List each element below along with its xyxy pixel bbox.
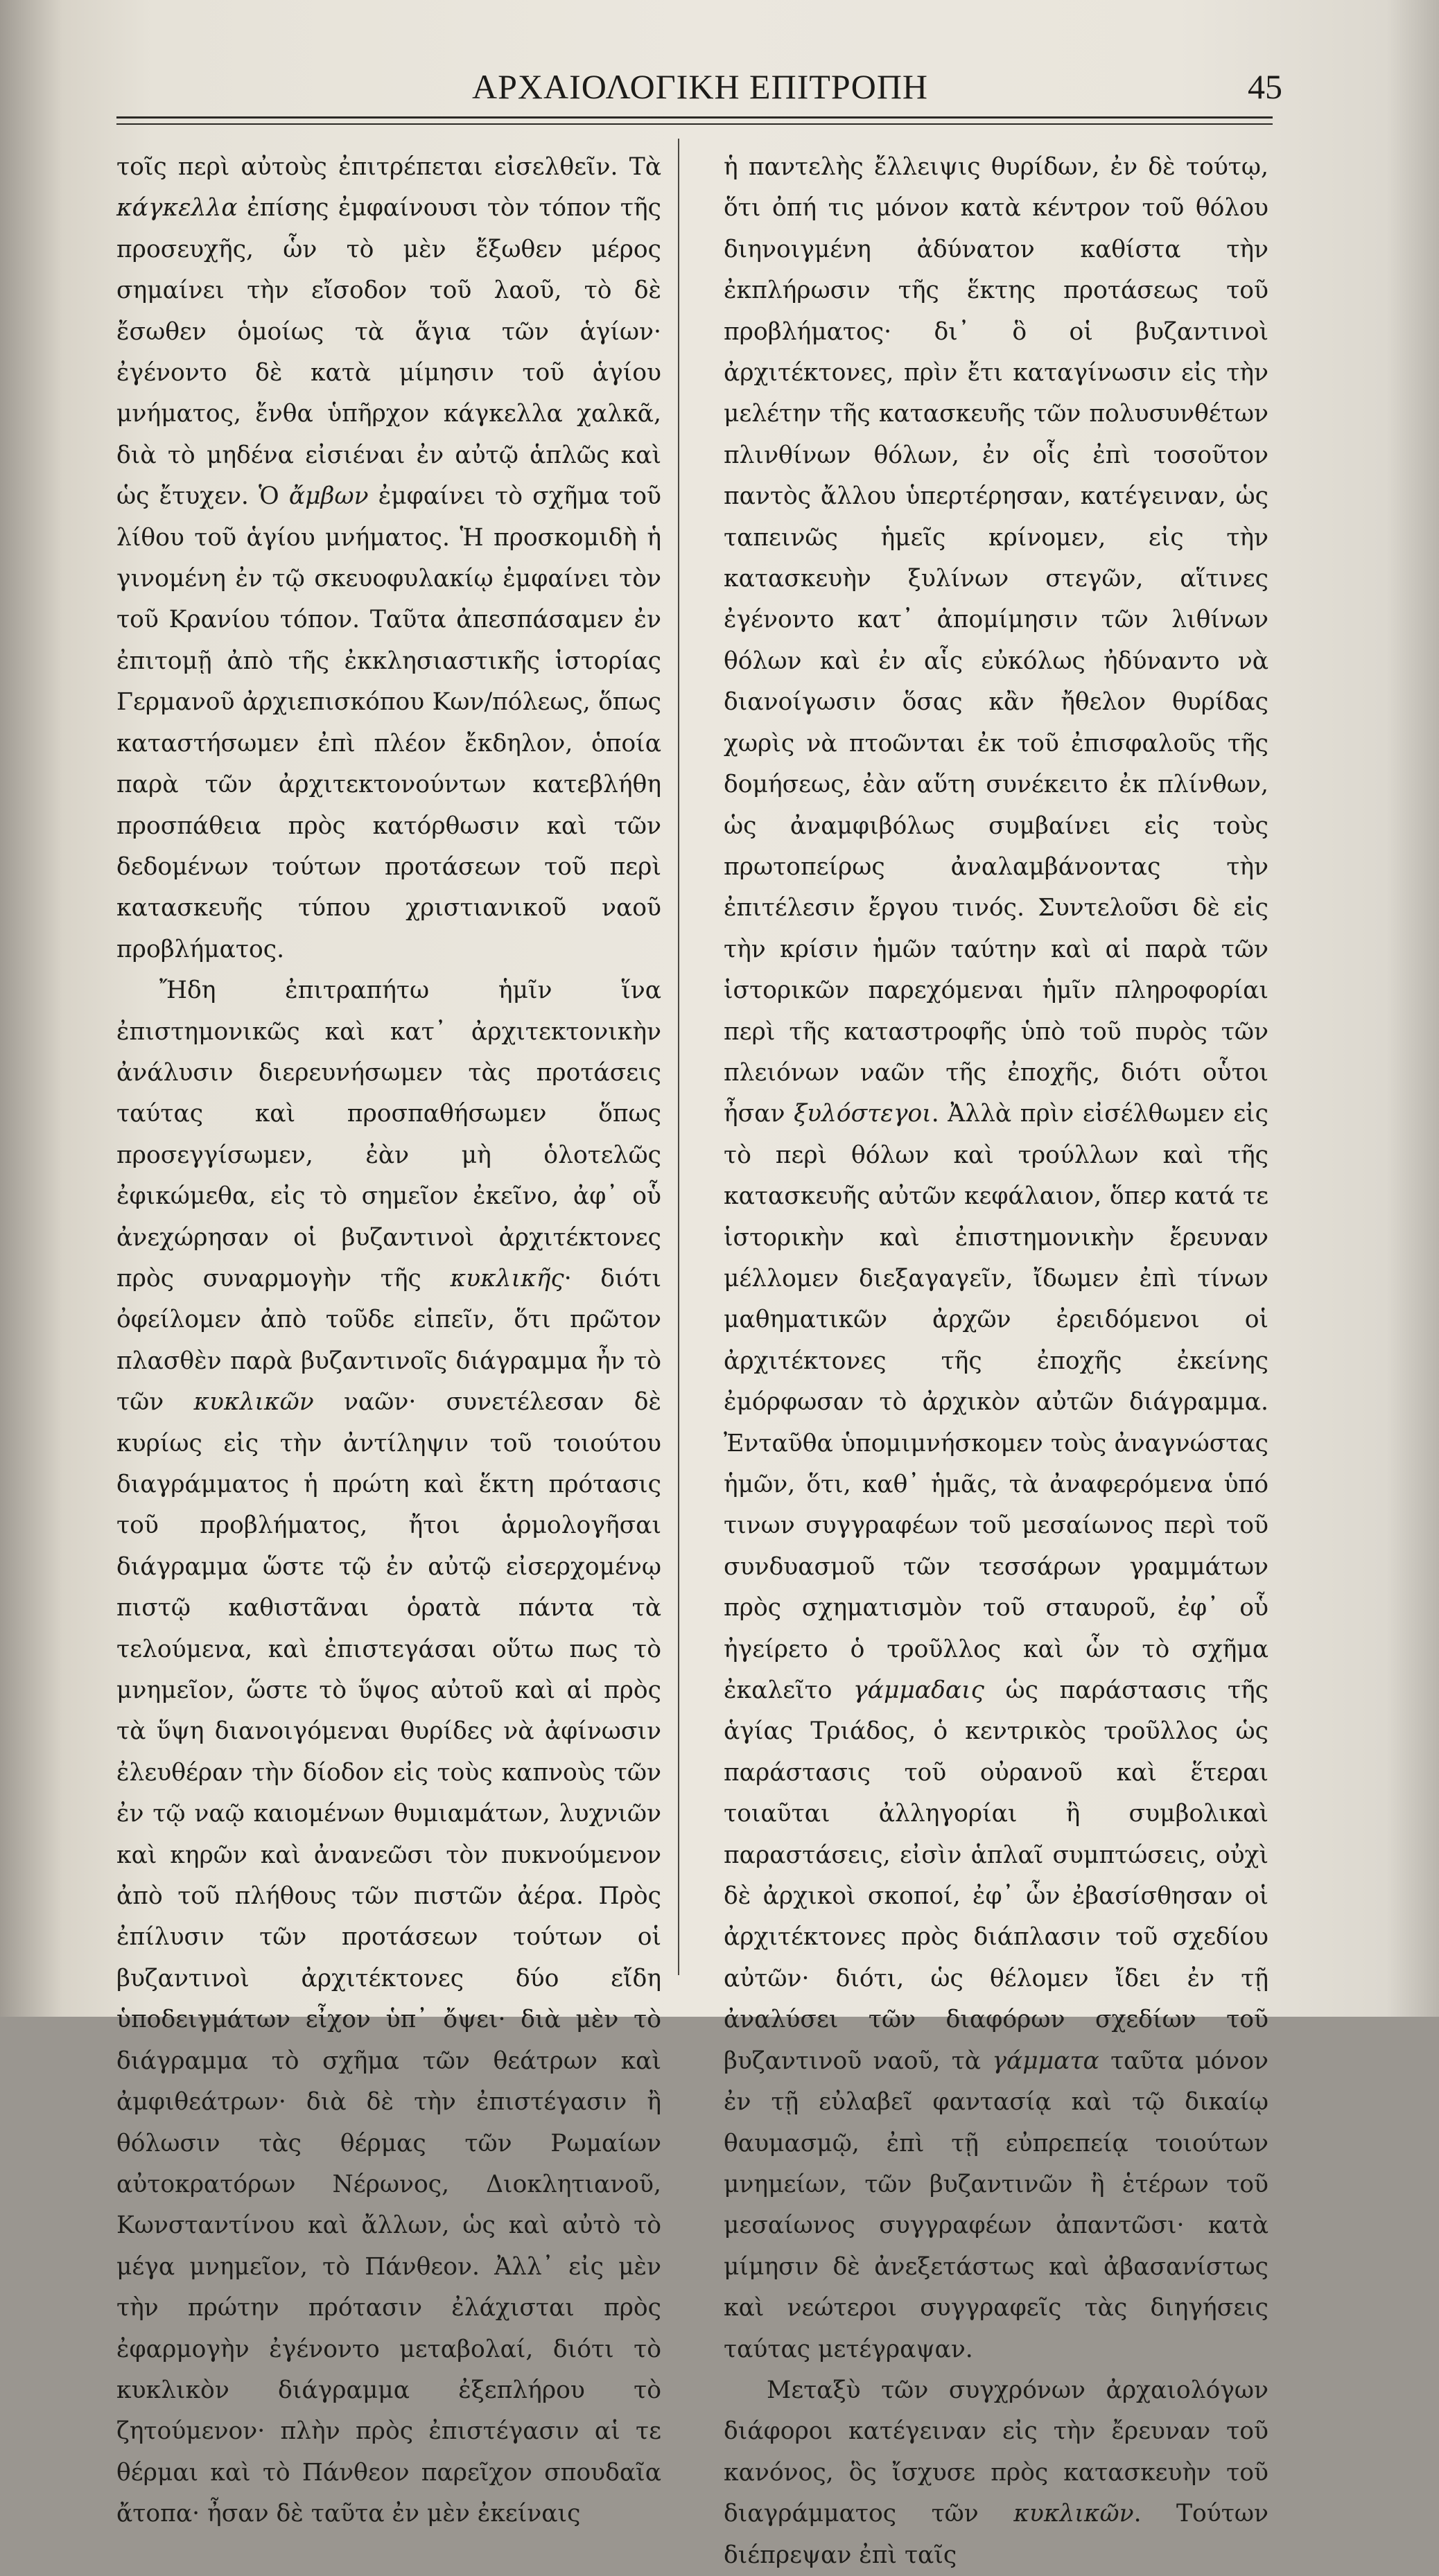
text-run: ταῦτα μόνον ἐν τῇ εὐλαβεῖ φαντασίᾳ καὶ τῷ δικαίῳ θαυμασμῷ, ἐπὶ τῇ εὐπρεπείᾳ τοιούτων μνημείων, τῶν βυζαντινῶν ἢ ἑτέρων τοῦ μεσαίωνος συγγραφέων ἀπαντῶσι· κατὰ μίμησιν δὲ ἀνεξετάστως καὶ ἀβασανίστως καὶ νεώτεροι συγγραφεῖς τὰς διηγήσεις ταύτας μετέγραψαν. [724, 2047, 1268, 2363]
header-rule-bottom [116, 123, 1273, 125]
italic-term: κυκλικῆς [450, 1264, 564, 1293]
right-paragraph-1 [724, 147, 1268, 2370]
text-run: . Ἀλλὰ πρὶν εἰσέλθωμεν εἰς τὸ περὶ θόλων καὶ τρούλλων καὶ τῆς κατασκευῆς αὐτῶν κεφάλαιον, ὅπερ κατά τε ἱστορικὴν καὶ ἐπιστημονικὴν ἔρευναν μέλλομεν διεξαγαγεῖν, ἴδωμεν ἐπὶ τίνων μαθηματικῶν ἀρχῶν ἐρειδόμενοι οἱ ἀρχιτέκτονες τῆς ἐποχῆς ἐκείνης ἐμόρφωσαν τὸ ἀρχικὸν αὐτῶν διάγραμμα. Ἐνταῦθα ὑπομιμνήσκομεν τοὺς ἀναγνώστας ἡμῶν, ὅτι, καθ᾽ ἡμᾶς, τὰ ἀναφερόμενα ὑπό τινων συγγραφέων τοῦ μεσαίωνος περὶ τοῦ συνδυασμοῦ τῶν τεσσάρων γραμμάτων πρὸς σχηματισμὸν τοῦ σταυροῦ, ἐφ᾽ οὗ ἠγείρετο ὁ τροῦλλος καὶ ὧν τὸ σχῆμα ἐκαλεῖτο [724, 1100, 1268, 1705]
italic-term: κυκλικῶν [193, 1388, 314, 1417]
right-paragraph-2 [724, 2370, 1268, 2576]
running-head: ΑΡΧΑΙΟΛΟΓΙΚΗ ΕΠΙΤΡΟΠΗ [471, 67, 929, 106]
italic-term: γάμματα [992, 2047, 1099, 2075]
column-divider [678, 139, 679, 1975]
italic-term: κυκλικῶν [1013, 2500, 1134, 2528]
right-column [724, 147, 1268, 2569]
text-run: . Τούτων διέπρεψαν ἐπὶ ταῖς [724, 2500, 1268, 2569]
text-run: τοῖς περὶ αὐτοὺς ἐπιτρέπεται εἰσελθεῖν. Τὰ [116, 153, 661, 181]
italic-term: ξυλόστεγοι [794, 1100, 932, 1128]
text-run: Ἤδη ἐπιτραπήτω ἡμῖν ἵνα ἐπιστημονικῶς καὶ κατ᾽ ἀρχιτεκτονικὴν ἀνάλυσιν διερευνήσωμεν τὰς προτάσεις ταύτας καὶ προσπαθήσωμεν ὅπως προσεγγίσωμεν, ἐὰν μὴ ὁλοτελῶς ἐφικώμεθα, εἰς τὸ σημεῖον ἐκεῖνο, ἀφ᾽ οὗ ἀνεχώρησαν οἱ βυζαντινοὶ ἀρχιτέκτονες πρὸς συναρμογὴν τῆς [116, 976, 661, 1293]
text-run: · διότι ὀφείλομεν ἀπὸ τοῦδε εἰπεῖν, ὅτι πρῶτον πλασθὲν παρὰ βυζαντινοῖς διάγραμμα ἦν τὸ τῶν [116, 1264, 661, 1417]
page-number: 45 [1248, 67, 1282, 106]
italic-term: ἄμβων [288, 482, 369, 511]
header-rule-top [116, 116, 1273, 119]
left-column [116, 147, 662, 2528]
italic-term: γάμμαδαις [853, 1676, 985, 1705]
text-run: ναῶν· συνετέλεσαν δὲ κυρίως εἰς τὴν ἀντίληψιν τοῦ τοιούτου διαγράμματος ἡ πρώτη καὶ ἕκτη πρότασις τοῦ προβλήματος, ἤτοι ἁρμολογῆσαι διάγραμμα ὥστε τῷ ἐν αὐτῷ εἰσερχομένῳ πιστῷ καθιστᾶναι ὁρατὰ πάντα τὰ τελούμενα, καὶ ἐπιστεγάσαι οὕτω πως τὸ μνημεῖον, ὥστε τὸ ὕψος αὐτοῦ καὶ αἱ πρὸς τὰ ὕψη διανοιγόμεναι θυρίδες νὰ ἀφίνωσιν ἐλευθέραν τὴν δίοδον εἰς τοὺς καπνοὺς τῶν ἐν τῷ ναῷ καιομένων θυμιαμάτων, λυχνιῶν καὶ κηρῶν καὶ ἀνανεῶσι τὸν πυκνούμενον ἀπὸ τοῦ πλήθους τῶν πιστῶν ἀέρα. Πρὸς ἐπίλυσιν τῶν προτάσεων τούτων οἱ βυζαντινοὶ ἀρχιτέκτονες δύο εἴδη ὑποδειγμάτων εἶχον ὑπ᾽ ὄψει· διὰ μὲν τὸ διάγραμμα τὸ σχῆμα τῶν θεάτρων καὶ ἀμφιθεάτρων· διὰ δὲ τὴν ἐπιστέγασιν ἢ θόλωσιν τὰς θέρμας τῶν Ρωμαίων αὐτοκρατόρων Νέρωνος, Διοκλητιανοῦ, Κωνσταντίνου καὶ ἄλλων, ὡς καὶ αὐτὸ τὸ μέγα μνημεῖον, τὸ Πάνθεον. Ἀλλ᾽ εἰς μὲν τὴν πρώτην πρότασιν ἐλάχισται πρὸς ἐφαρμογὴν ἐγένοντο μεταβολαί, διότι τὸ κυκλικὸν διάγραμμα ἐξεπλήρου τὸ ζητούμενον· πλὴν πρὸς ἐπιστέγασιν αἱ τε θέρμαι καὶ τὸ Πάνθεον παρεῖχον σπουδαῖα ἄτοπα· ἦσαν δὲ ταῦτα ἐν μὲν ἐκείναις [116, 1388, 661, 2528]
text-run: Μεταξὺ τῶν συγχρόνων ἀρχαιολόγων διάφοροι κατέγειναν εἰς τὴν ἔρευναν τοῦ κανόνος, ὃς ἴσχυσε πρὸς κατασκευὴν τοῦ διαγράμματος τῶν [724, 2376, 1268, 2528]
text-run: ὡς παράστασις τῆς ἁγίας Τριάδος, ὁ κεντρικὸς τροῦλλος ὡς παράστασις τοῦ οὐρανοῦ καὶ ἕτεραι τοιαῦται ἀλληγορίαι ἢ συμβολικαὶ παραστάσεις, εἰσὶν ἁπλαῖ συμπτώσεις, οὐχὶ δὲ ἀρχικοὶ σκοποί, ἐφ᾽ ὧν ἐβασίσθησαν οἱ ἀρχιτέκτονες πρὸς διάπλασιν τοῦ σχεδίου αὐτῶν· διότι, ὡς θέλομεν ἴδει ἐν τῇ ἀναλύσει τῶν διαφόρων σχεδίων τοῦ βυζαντινοῦ ναοῦ, τὰ [724, 1676, 1268, 2075]
italic-term: κάγκελλα [116, 194, 238, 222]
left-paragraph-1 [116, 147, 661, 970]
text-run: ἐπίσης ἐμφαίνουσι τὸν τόπον τῆς προσευχῆς, ὧν τὸ μὲν ἔξωθεν μέρος σημαίνει τὴν εἴσοδον τοῦ λαοῦ, τὸ δὲ ἔσωθεν ὁμοίως τὰ ἅγια τῶν ἁγίων· ἐγένοντο δὲ κατὰ μίμησιν τοῦ ἁγίου μνήματος, ἔνθα ὑπῆρχον κάγκελλα χαλκᾶ, διὰ τὸ μηδένα εἰσιέναι ἐν αὐτῷ ἁπλῶς καὶ ὡς ἔτυχεν. Ὁ [116, 194, 661, 511]
text-run: ἐμφαίνει τὸ σχῆμα τοῦ λίθου τοῦ ἁγίου μνήματος. Ἡ προσκομιδὴ ἡ γινομένη ἐν τῷ σκευοφυλακίῳ ἐμφαίνει τὸν τοῦ Κρανίου τόπον. Ταῦτα ἀπεσπάσαμεν ἐν ἐπιτομῇ ἀπὸ τῆς ἐκκλησιαστικῆς ἱστορίας Γερμανοῦ ἀρχιεπισκόπου Κων/πόλεως, ὅπως καταστήσωμεν ἐπὶ πλέον ἔκδηλον, ὁποία παρὰ τῶν ἀρχιτεκτονούντων κατεβλήθη προσπάθεια πρὸς κατόρθωσιν καὶ τῶν δεδομένων τούτων προτάσεων τοῦ περὶ κατασκευῆς τύπου χριστιανικοῦ ναοῦ προβλήματος. [116, 482, 662, 963]
text-run: ἡ παντελὴς ἔλλειψις θυρίδων, ἐν δὲ τούτῳ, ὅτι ὀπή τις μόνον κατὰ κέντρον τοῦ θόλου διηνοιγμένη ἀδύνατον καθίστα τὴν ἐκπλήρωσιν τῆς ἕκτης προτάσεως τοῦ προβλήματος· δι᾽ ὃ οἱ βυζαντινοὶ ἀρχιτέκτονες, πρὶν ἔτι καταγίνωσιν εἰς τὴν μελέτην τῆς κατασκευῆς τῶν πολυσυνθέτων πλινθίνων θόλων, ἐν οἷς ἐπὶ τοσοῦτον παντὸς ἄλλου ὑπερτέρησαν, κατέγειναν, ὡς ταπεινῶς ἡμεῖς κρίνομεν, εἰς τὴν κατασκευὴν ξυλίνων στεγῶν, αἵτινες ἐγένοντο κατ᾽ ἀπομίμησιν τῶν λιθίνων θόλων καὶ ἐν αἷς εὐκόλως ἠδύναντο νὰ διανοίγωσιν ὅσας κἂν ἤθελον θυρίδας χωρὶς νὰ πτοῶνται ἐκ τοῦ ἐπισφαλοῦς τῆς δομήσεως, ἐὰν αὕτη συνέκειτο ἐκ πλίνθων, ὡς ἀναμφιβόλως συμβαίνει εἰς τοὺς πρωτοπείρως ἀναλαμβάνοντας τὴν ἐπιτέλεσιν ἔργου τινός. Συντελοῦσι δὲ εἰς τὴν κρίσιν ἡμῶν ταύτην καὶ αἱ παρὰ τῶν ἱστορικῶν παρεχόμεναι ἡμῖν πληροφορίαι περὶ τῆς καταστροφῆς ὑπὸ τοῦ πυρὸς τῶν πλειόνων ναῶν τῆς ἐποχῆς, διότι οὗτοι ἦσαν [724, 153, 1268, 1128]
left-paragraph-2 [116, 970, 661, 2534]
